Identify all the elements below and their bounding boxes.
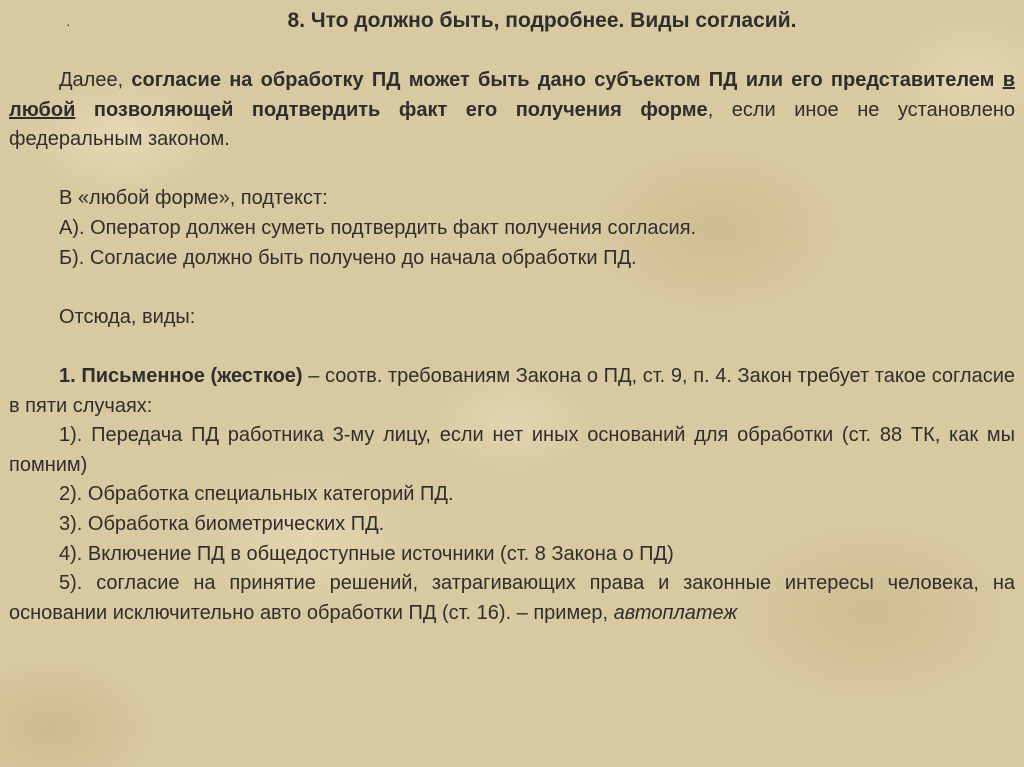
slide-title: 8. Что должно быть, подробнее. Виды согласий.: [287, 9, 797, 32]
subtext-item-b: Б). Согласие должно быть получено до начала обработки ПД.: [59, 246, 637, 269]
spacer: [9, 332, 1015, 362]
intro-paragraph: [9, 66, 1015, 155]
written-consent-paragraph: [9, 362, 1015, 421]
intro-bold-underline: в любой: [9, 69, 1015, 121]
written-consent-label: 1. Письменное (жесткое): [59, 364, 303, 387]
slide-body: [9, 66, 1015, 628]
case-5-example: автоплатеж: [613, 601, 738, 624]
intro-bold-2: позволяющей подтвердить факт его получения форме: [75, 98, 708, 121]
subtext-item-a: А). Оператор должен суметь подтвердить факт получения согласия.: [59, 216, 697, 239]
written-consent-text: – соотв. требованиям Закона о ПД, ст. 9, п. 4. Закон требует такое согласие в пяти случаях:: [9, 364, 1015, 417]
subtext-heading: В «любой форме», подтекст:: [59, 187, 328, 210]
spacer: [9, 155, 1015, 185]
case-item: 1). Передача ПД работника 3-му лицу, если нет иных оснований для обработки (ст. 88 ТК, как мы помним): [9, 424, 1015, 476]
types-heading: Отсюда, виды:: [59, 305, 196, 328]
bullet-dot: ·: [66, 16, 71, 32]
intro-rest: , если иное не установлено федеральным законом.: [9, 98, 1015, 151]
intro-lead: Далее,: [59, 69, 132, 91]
spacer: [9, 273, 1015, 303]
case-item: 2). Обработка специальных категорий ПД.: [59, 483, 454, 506]
case-item: 4). Включение ПД в общедоступные источники (ст. 8 Закона о ПД): [59, 542, 674, 565]
case-5-text: 5). согласие на принятие решений, затрагивающих права и законные интересы человека, на основании исключительно авто обработки ПД (ст. 16). – пример,: [9, 572, 1015, 624]
intro-bold-1: согласие на обработку ПД может быть дано субъектом ПД или его представителем: [131, 69, 1003, 91]
case-item: 3). Обработка биометрических ПД.: [59, 512, 385, 535]
case-item-5: [9, 569, 1015, 628]
